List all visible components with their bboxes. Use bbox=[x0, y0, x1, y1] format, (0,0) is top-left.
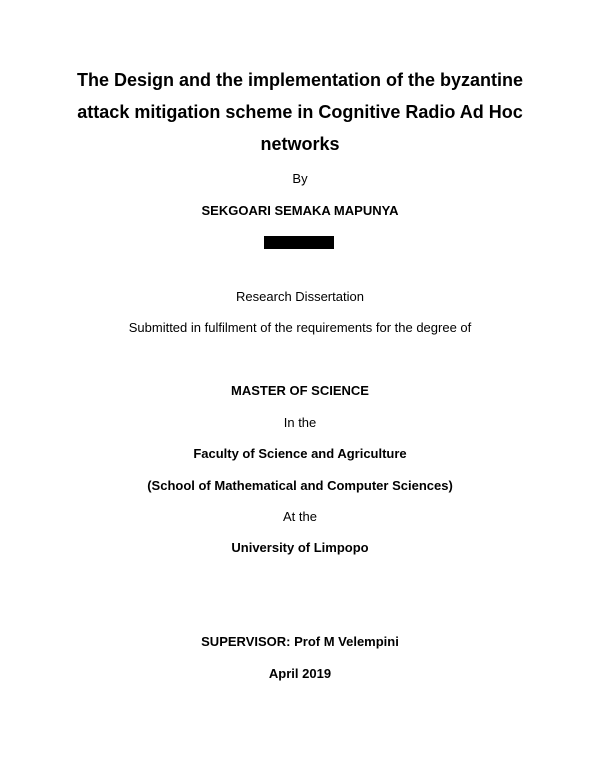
author-name: SEKGOARI SEMAKA MAPUNYA bbox=[201, 203, 399, 218]
redacted-student-number bbox=[264, 236, 334, 249]
school-name: (School of Mathematical and Computer Sciences) bbox=[147, 478, 453, 493]
title-line-1: The Design and the implementation of the byzantine bbox=[76, 70, 524, 90]
supervisor: SUPERVISOR: Prof M Velempini bbox=[201, 634, 399, 649]
submission-date: April 2019 bbox=[268, 666, 332, 681]
by-label: By bbox=[292, 171, 308, 186]
at-the-label: At the bbox=[283, 509, 317, 524]
degree-name: MASTER OF SCIENCE bbox=[231, 383, 369, 398]
submission-statement: Submitted in fulfilment of the requirements for the degree of bbox=[128, 320, 472, 335]
title-line-2: attack mitigation scheme in Cognitive Radio Ad Hoc bbox=[77, 102, 523, 122]
title-line-3: networks bbox=[260, 134, 340, 154]
university-name: University of Limpopo bbox=[231, 540, 369, 555]
in-the-label: In the bbox=[283, 415, 317, 430]
document-type: Research Dissertation bbox=[236, 289, 364, 304]
faculty-name: Faculty of Science and Agriculture bbox=[193, 446, 407, 461]
